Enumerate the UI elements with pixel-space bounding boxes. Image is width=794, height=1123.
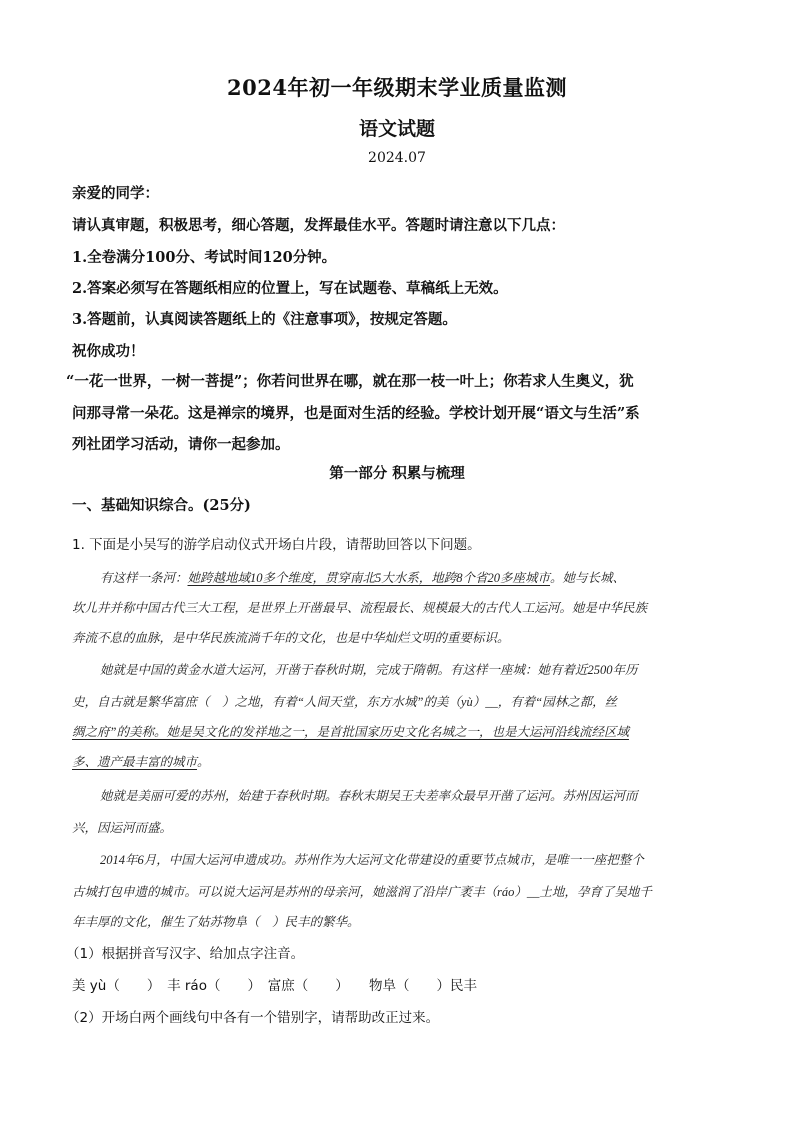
underlined-sentence-2: 绸之府”的美称。她是吴文化的发祥地之一，是首批国家历史文化名城之一，也是大运河沿线流经区域 bbox=[72, 725, 629, 739]
preface-line-2: 问那寻常一朵花。这是禅宗的境界，也是面对生活的经验。学校计划开展“语文与生活”系 bbox=[72, 405, 640, 422]
passage-line: 古城打包申遗的城市。可以说大运河是苏州的母亲河，她滋润了沿岸广袤丰（ráo）__土地，孕育了吴地千 bbox=[72, 885, 652, 899]
passage-text: 。她与长城、 bbox=[550, 571, 626, 585]
passage-line: 奔流不息的血脉，是中华民族流淌千年的文化，也是中华灿烂文明的重要标识。 bbox=[72, 631, 510, 645]
section-heading: 一、基础知识综合。(25分) bbox=[72, 497, 251, 514]
passage-line: 史，自古就是繁华富庶（ ）之地，有着“人间天堂，东方水城”的美（yù）__，有着“园林之都，丝 bbox=[72, 695, 618, 709]
passage-line: 她就是美丽可爱的苏州，始建于春秋时期。春秋末期吴王夫差率众最早开凿了运河。苏州因运河而 bbox=[100, 789, 638, 803]
preface-line-1: “一花一世界，一树一菩提”；你若问世界在哪，就在那一枝一叶上；你若求人生奥义，犹 bbox=[66, 373, 634, 390]
underlined-sentence-2-end: 多、遗产最丰富的城市 bbox=[72, 755, 198, 769]
exam-subject: 语文试题 bbox=[358, 118, 435, 140]
sub-question-2: （2）开场白两个画线句中各有一个错别字，请帮助改正过来。 bbox=[66, 1010, 440, 1026]
passage-line bbox=[100, 568, 724, 586]
passage-line: 兴，因运河而盛。 bbox=[72, 821, 173, 835]
passage-text: 有这样一条河： bbox=[100, 571, 188, 585]
wish: 祝你成功！ bbox=[72, 343, 145, 360]
passage-line bbox=[72, 752, 722, 770]
passage-text: 。 bbox=[197, 755, 210, 769]
exam-title: 2024年初一年级期末学业质量监测 bbox=[227, 75, 567, 100]
question-1-stem: 1. 下面是小吴写的游学启动仪式开场白片段，请帮助回答以下问题。 bbox=[72, 537, 481, 553]
rule-3: 3.答题前，认真阅读答题纸上的《注意事项》，按规定答题。 bbox=[72, 311, 457, 328]
rule-1: 1.全卷满分100分、考试时间120分钟。 bbox=[72, 249, 337, 266]
instruction-line: 请认真审题，积极思考，细心答题，发挥最佳水平。答题时请注意以下几点： bbox=[72, 217, 565, 234]
sub-question-1-items: 美 yù（ ） 丰 ráo（ ） 富庶（ ） 物阜（ ）民丰 bbox=[72, 978, 477, 994]
sub-question-1: （1）根据拼音写汉字、给加点字注音。 bbox=[66, 946, 305, 962]
greeting: 亲爱的同学： bbox=[72, 185, 159, 202]
passage-line: 年丰厚的文化，催生了姑苏物阜（ ）民丰的繁华。 bbox=[72, 915, 360, 929]
preface-line-3: 列社团学习活动，请你一起参加。 bbox=[72, 436, 290, 453]
exam-date: 2024.07 bbox=[368, 150, 426, 166]
part-heading: 第一部分 积累与梳理 bbox=[329, 465, 465, 482]
passage-line: 她就是中国的黄金水道大运河，开凿于春秋时期，完成于隋朝。有这样一座城：她有着近2500年历 bbox=[100, 663, 638, 677]
underlined-sentence-1: 她跨越地域10多个维度，贯穿南北5大水系，地跨8个省20多座城市 bbox=[187, 571, 551, 585]
passage-line: 坎儿井并称中国古代三大工程，是世界上开凿最早、流程最长、规模最大的古代人工运河。她是中华民族 bbox=[72, 601, 648, 615]
passage-line: 2014年6月，中国大运河申遗成功。苏州作为大运河文化带建设的重要节点城市，是唯一一座把整个 bbox=[100, 853, 644, 867]
rule-2: 2.答案必须写在答题纸相应的位置上，写在试题卷、草稿纸上无效。 bbox=[72, 280, 508, 297]
